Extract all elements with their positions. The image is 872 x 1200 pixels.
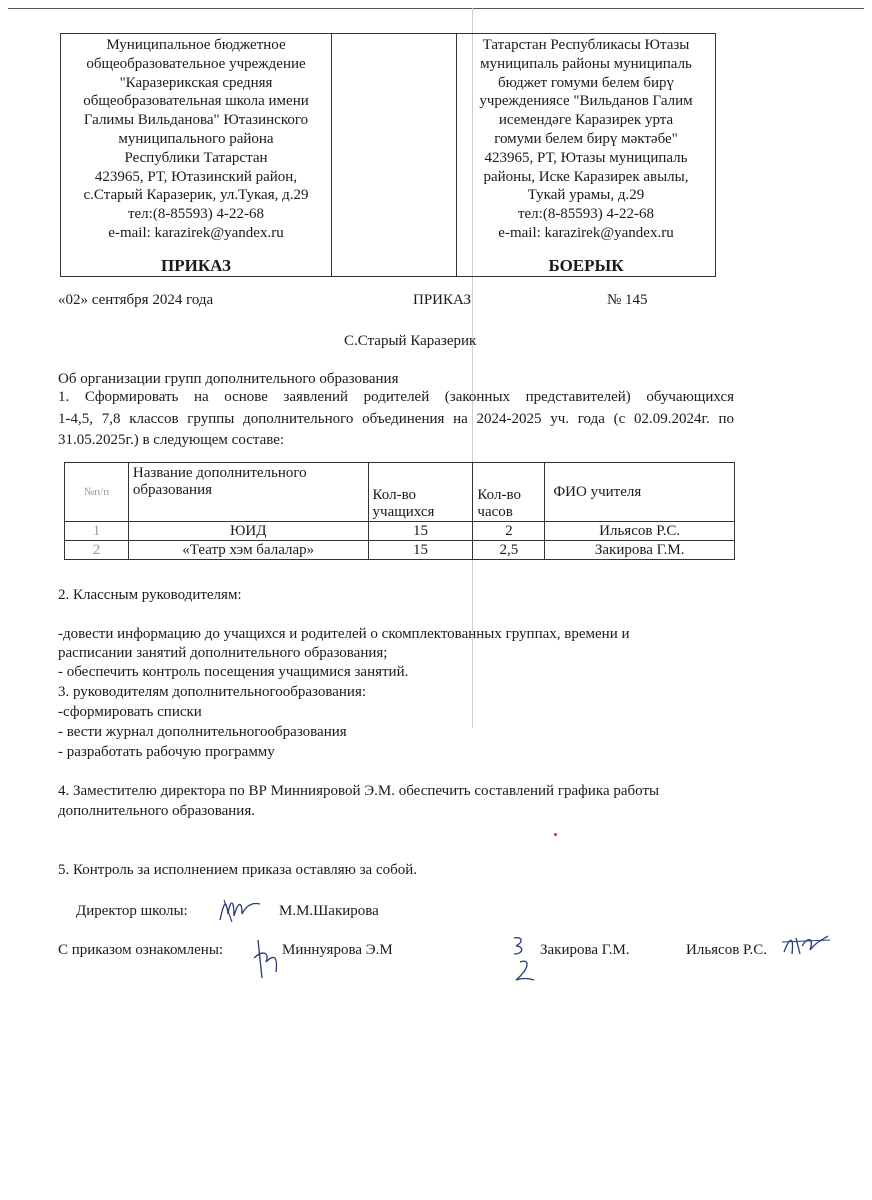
letterhead-line: с.Старый Каразерик, ул.Тукая, д.29	[83, 187, 309, 204]
letterhead-line: общеобразовательная школа имени	[83, 93, 309, 110]
letterhead-line: муниципаль районы муниципаль	[480, 55, 692, 72]
header-hours: Кол-во часов	[473, 463, 545, 522]
letterhead-line: e-mail: karazirek@yandex.ru	[498, 224, 674, 241]
cell-name: ЮИД	[128, 522, 368, 541]
letterhead-emblem-cell	[332, 34, 457, 276]
signature-ilyasov-icon	[778, 928, 834, 962]
paragraph-1-line-2: 1-4,5, 7,8 классов группы дополнительного объединения на 2024-2025 уч. года (с 02.09.2024г. по	[58, 411, 734, 427]
cell-teacher: Закирова Г.М.	[545, 541, 735, 560]
instruction-item: 2. Классным руководителям:	[58, 587, 242, 603]
cell-name: «Театр хэм балалар»	[128, 541, 368, 560]
acquainted-label: С приказом ознакомлены:	[58, 942, 224, 958]
letterhead-line: Галимы Вильданова" Ютазинского	[83, 112, 309, 129]
letterhead-line: 423965, РТ, Ютазинский район,	[94, 168, 298, 185]
director-signature-icon	[216, 892, 266, 926]
instruction-item: дополнительного образования.	[58, 803, 255, 819]
page-top-edge	[8, 8, 864, 9]
letterhead-title-tt: БОЕРЫК	[548, 256, 624, 275]
letterhead-line: муниципального района	[118, 130, 274, 147]
letterhead-tatar	[457, 34, 715, 276]
ink-dot	[554, 833, 557, 836]
letterhead-line: общеобразовательное учреждение	[86, 55, 306, 72]
groups-table	[64, 462, 735, 560]
letterhead-line: бюджет гомуми белем бирү	[497, 74, 675, 91]
letterhead-line: гомуми белем бирү мәктәбе"	[494, 130, 678, 147]
header-name: Название дополнительного образования	[128, 463, 368, 522]
instruction-item: 4. Заместителю директора по ВР Миннияровой Э.М. обеспечить составлений графика работы	[58, 783, 660, 799]
cell-students: 15	[368, 522, 473, 541]
letterhead-line: e-mail: karazirek@yandex.ru	[108, 224, 284, 241]
instruction-item: - разработать рабочую программу	[58, 744, 275, 760]
header-num: №п/п	[65, 463, 129, 522]
letterhead-line: исемендәге Каразирек урта	[498, 112, 674, 129]
letterhead-russian	[61, 34, 332, 276]
cell-students: 15	[368, 541, 473, 560]
letterhead-line: "Каразерикская средняя	[119, 74, 273, 91]
letterhead-table	[60, 33, 716, 277]
cell-teacher: Ильясов Р.С.	[545, 522, 735, 541]
letterhead-line: тел:(8-85593) 4-22-68	[517, 206, 655, 223]
table-header-row	[65, 463, 735, 522]
signature-zakirova-icon	[502, 932, 542, 988]
cell-num: 2	[65, 541, 129, 560]
instruction-item: расписании занятий дополнительного образования;	[58, 645, 388, 661]
header-students: Кол-во учащихся	[368, 463, 473, 522]
order-subject: Об организации групп дополнительного образования	[58, 371, 399, 387]
director-name: М.М.Шакирова	[279, 903, 379, 919]
cell-hours: 2	[473, 522, 545, 541]
order-place: С.Старый Каразерик	[344, 333, 477, 349]
instruction-item: - обеспечить контроль посещения учащимися занятий.	[58, 664, 409, 680]
order-type: ПРИКАЗ	[413, 292, 471, 308]
letterhead-title-ru: ПРИКАЗ	[161, 256, 231, 275]
instruction-item: 3. руководителям дополнительногообразования:	[58, 684, 367, 700]
table-row	[65, 522, 735, 541]
letterhead-line: районы, Иске Каразирек авылы,	[483, 168, 689, 185]
acquainted-name-1: Миннуярова Э.М	[282, 942, 393, 958]
acquainted-name-3: Ильясов Р.С.	[686, 942, 768, 958]
instruction-item: 5. Контроль за исполнением приказа оставляю за собой.	[58, 862, 418, 878]
order-date: «02» сентября 2024 года	[58, 292, 214, 308]
letterhead-tatar-text	[457, 36, 715, 243]
order-number: № 145	[607, 292, 648, 308]
letterhead-line: Муниципальное бюджетное	[106, 37, 286, 53]
instruction-item: - вести журнал дополнительногообразования	[58, 724, 347, 740]
table-row	[65, 541, 735, 560]
letterhead-line: Тукай урамы, д.29	[527, 187, 645, 204]
header-teacher: ФИО учителя	[545, 463, 735, 522]
instruction-item: -сформировать списки	[58, 704, 202, 720]
letterhead-line: Республики Татарстан	[124, 149, 268, 166]
letterhead-line: 423965, РТ, Ютазы муниципаль	[484, 149, 688, 166]
letterhead-line: Татарстан Республикасы Ютазы	[482, 37, 690, 53]
paragraph-1-line-1: 1. Сформировать на основе заявлений родителей (законных представителей) обучающихся	[58, 389, 734, 405]
cell-num: 1	[65, 522, 129, 541]
letterhead-line: тел:(8-85593) 4-22-68	[127, 206, 265, 223]
letterhead-russian-text	[61, 36, 331, 243]
letterhead-line: учреждениясе "Вильданов Галим	[479, 93, 693, 110]
cell-hours: 2,5	[473, 541, 545, 560]
director-label: Директор школы:	[76, 903, 188, 919]
instruction-item: -довести информацию до учащихся и родителей о скомплектованных группах, времени и	[58, 626, 630, 642]
paragraph-1-line-3: 31.05.2025г.) в следующем составе:	[58, 432, 285, 448]
acquainted-name-2: Закирова Г.М.	[540, 942, 630, 958]
